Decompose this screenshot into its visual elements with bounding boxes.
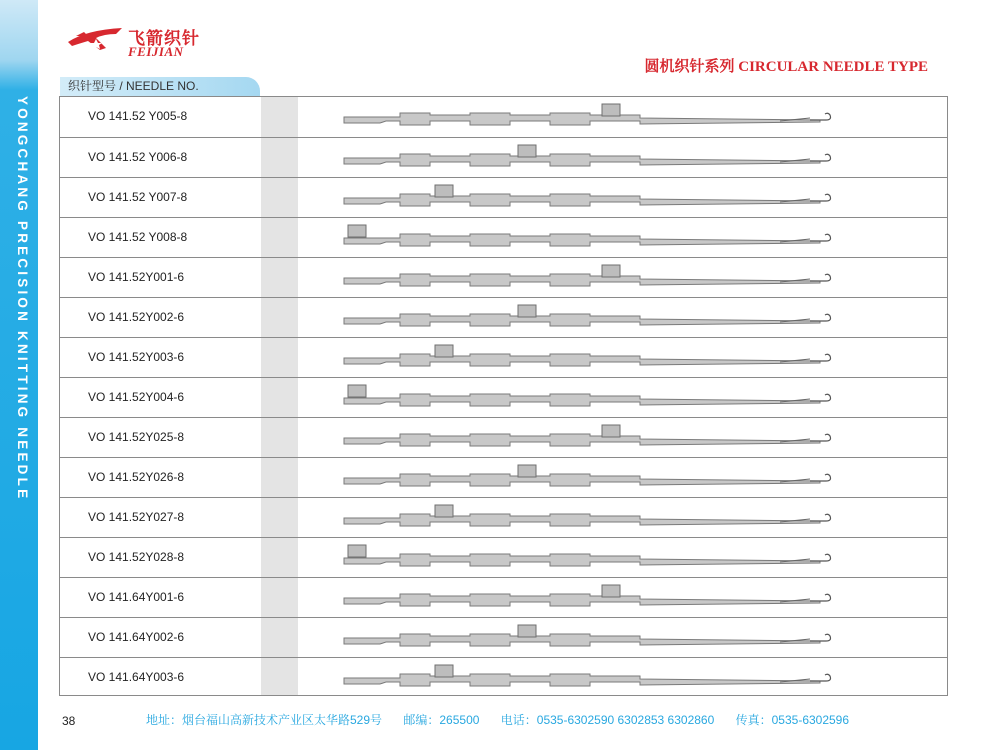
needle-model: VO 141.64Y001-6: [88, 590, 185, 604]
needle-row: [60, 337, 947, 378]
needle-drawing: [340, 262, 840, 292]
needle-model: VO 141.52 Y007-8: [88, 190, 188, 204]
footer-postcode: 邮编：265500: [403, 713, 480, 727]
needle-hook: [810, 194, 831, 201]
needle-row: [60, 97, 947, 137]
needle-butt: [518, 145, 536, 157]
needle-row: [60, 617, 947, 658]
needle-butt: [435, 505, 453, 517]
needle-row: [60, 377, 947, 418]
needle-shank: [344, 674, 820, 686]
needle-drawing: [340, 542, 840, 572]
needle-row: [60, 457, 947, 498]
needle-model: VO 141.52Y002-6: [88, 310, 185, 324]
needle-row: [60, 417, 947, 458]
needle-drawing: [340, 582, 840, 612]
needle-butt: [602, 104, 620, 116]
needle-drawing: [340, 662, 840, 692]
needle-hook: [810, 354, 831, 361]
column-header-tab: 织针型号 / NEEDLE NO.: [60, 77, 260, 96]
needle-shank: [344, 113, 820, 125]
footer-fax: 传真：0535-6302596: [735, 713, 850, 727]
needle-shank: [344, 314, 820, 326]
needle-shank: [344, 554, 820, 566]
needle-model: VO 141.52Y026-8: [88, 470, 185, 484]
needle-drawing: [340, 502, 840, 532]
needle-row: [60, 537, 947, 578]
needle-hook: [810, 554, 831, 561]
needle-model: VO 141.52 Y005-8: [88, 109, 188, 123]
needle-butt: [348, 225, 366, 237]
needle-drawing: [340, 302, 840, 332]
needle-shank: [344, 434, 820, 446]
needle-model: VO 141.64Y002-6: [88, 630, 185, 644]
needle-hook: [810, 434, 831, 441]
needle-hook: [810, 314, 831, 321]
needle-butt: [435, 185, 453, 197]
needle-butt: [518, 305, 536, 317]
needle-shank: [344, 514, 820, 526]
needle-model: VO 141.52Y004-6: [88, 390, 185, 404]
needle-drawing: [340, 222, 840, 252]
needle-hook: [810, 674, 831, 681]
needle-shank: [344, 474, 820, 486]
needle-shank: [344, 354, 820, 366]
needle-hook: [810, 394, 831, 401]
brand-name-en: FEIJIAN: [128, 44, 184, 59]
brand-name-cn: 飞箭织针: [128, 29, 200, 48]
needle-model: VO 141.52Y025-8: [88, 430, 185, 444]
needle-butt: [348, 545, 366, 557]
needle-butt: [518, 625, 536, 637]
needle-shank: [344, 194, 820, 206]
needle-row: [60, 657, 947, 698]
needle-row: [60, 217, 947, 258]
needle-hook: [810, 234, 831, 241]
needle-row: [60, 297, 947, 338]
side-banner-text: YONGCHANG PRECISION KNITTING NEEDLE: [15, 96, 30, 502]
needle-drawing: [340, 182, 840, 212]
airplane-icon: [66, 22, 126, 58]
needle-row: [60, 577, 947, 618]
needle-shank: [344, 234, 820, 246]
brand-logo: [66, 22, 226, 62]
page-number: 38: [62, 714, 76, 728]
needle-butt: [518, 465, 536, 477]
needle-hook: [810, 634, 831, 641]
needle-drawing: [340, 382, 840, 412]
needle-hook: [810, 474, 831, 481]
needle-model: VO 141.52 Y006-8: [88, 150, 188, 164]
needle-row: [60, 137, 947, 178]
needle-drawing: [340, 342, 840, 372]
footer-phone: 电话：0535-6302590 6302853 6302860: [500, 713, 715, 727]
needle-butt: [348, 385, 366, 397]
needle-hook: [810, 274, 831, 281]
needle-model: VO 141.52Y027-8: [88, 510, 185, 524]
needle-shank: [344, 154, 820, 166]
series-title: 圆机织针系列 CIRCULAR NEEDLE TYPE: [644, 59, 928, 75]
needle-butt: [602, 425, 620, 437]
footer-address: 地址：烟台福山高新技术产业区太华路529号: [146, 713, 383, 727]
needle-table: [59, 96, 948, 696]
needle-drawing: [340, 101, 840, 131]
needle-hook: [810, 154, 831, 161]
needle-butt: [435, 345, 453, 357]
needle-shank: [344, 634, 820, 646]
needle-hook: [810, 113, 831, 120]
needle-model: VO 141.52 Y008-8: [88, 230, 188, 244]
needle-butt: [435, 665, 453, 677]
needle-shank: [344, 394, 820, 406]
needle-row: [60, 497, 947, 538]
needle-butt: [602, 585, 620, 597]
needle-shank: [344, 274, 820, 286]
needle-drawing: [340, 142, 840, 172]
needle-shank: [344, 594, 820, 606]
needle-model: VO 141.52Y001-6: [88, 270, 185, 284]
needle-model: VO 141.64Y003-6: [88, 670, 185, 684]
needle-hook: [810, 514, 831, 521]
needle-butt: [602, 265, 620, 277]
needle-drawing: [340, 422, 840, 452]
footer-contact: [146, 711, 867, 728]
needle-hook: [810, 594, 831, 601]
needle-model: VO 141.52Y028-8: [88, 550, 185, 564]
needle-drawing: [340, 622, 840, 652]
needle-model: VO 141.52Y003-6: [88, 350, 185, 364]
needle-row: [60, 177, 947, 218]
needle-row: [60, 257, 947, 298]
needle-drawing: [340, 462, 840, 492]
